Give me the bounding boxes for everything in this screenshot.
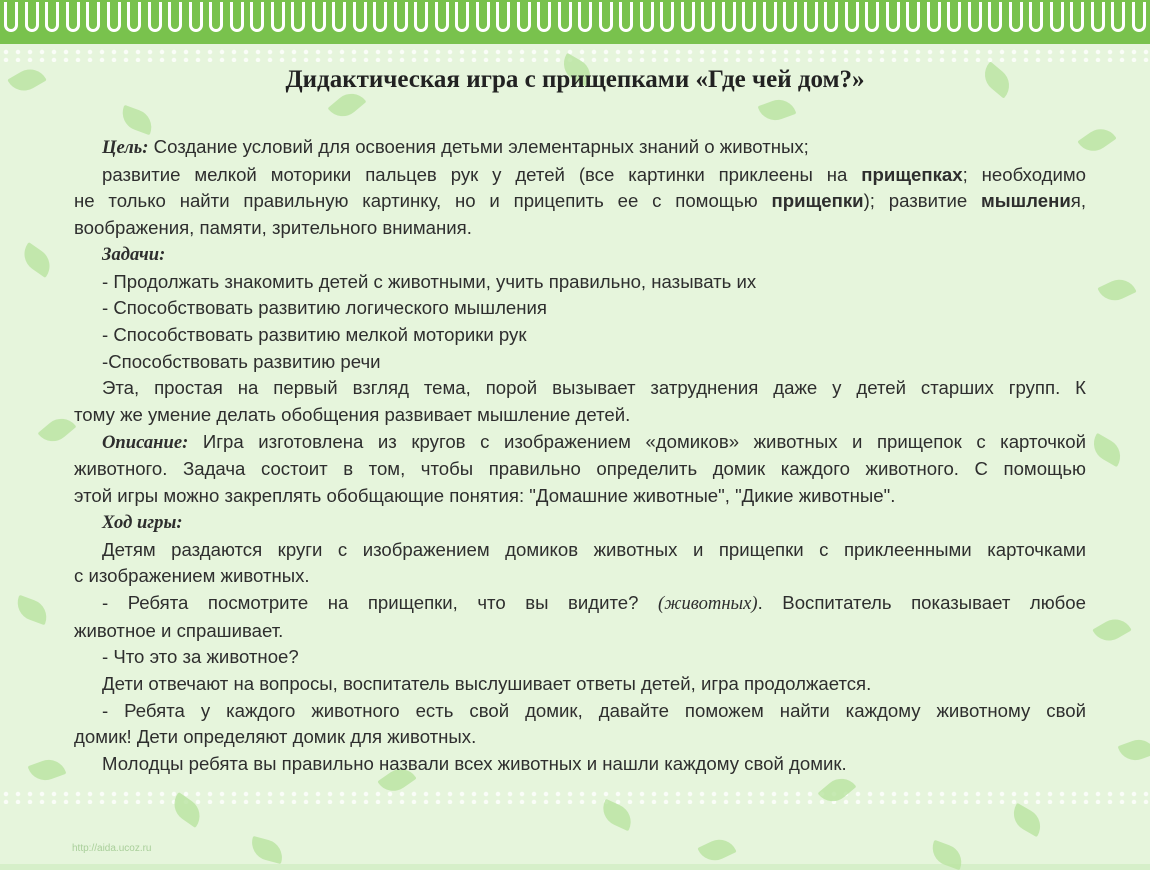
task-item: - Продолжать знакомить детей с животными, учить правильно, называть их xyxy=(102,270,757,292)
game-p1-line-1: Детям раздаются круги с изображением домиков животных и прищепки с приклеенными карточками xyxy=(102,538,1086,560)
tasks-note-line-2: тому же умение делать обобщения развивает мышление детей. xyxy=(74,404,631,426)
slide-body xyxy=(74,134,1086,778)
tasks-note-line-1: Эта, простая на первый взгляд тема, порой вызывает затруднения даже у детей старших групп. К xyxy=(102,377,1086,399)
goal-line-2: развитие мелкой моторики пальцев рук у детей (все картинки приклеены на прищепках; необходимо xyxy=(102,163,1086,185)
game-p3: - Что это за животное? xyxy=(102,646,299,668)
slide-title: Дидактическая игра с прищепками «Где чей дом?» xyxy=(285,66,865,93)
game-p5-line-1: - Ребята у каждого животного есть свой домик, давайте поможем найти каждому животному свой xyxy=(102,699,1086,721)
tasks-label: Задачи: xyxy=(102,243,166,265)
description-line-2: животного. Задача состоит в том, чтобы правильно определить домик каждого животного. С помощью xyxy=(74,458,1086,480)
game-label: Ход игры: xyxy=(102,511,183,533)
task-item: - Способствовать развитию логического мышления xyxy=(102,297,547,319)
game-p6: Молодцы ребята вы правильно назвали всех животных и нашли каждому свой домик. xyxy=(102,753,847,775)
description-label: Описание: xyxy=(102,431,189,453)
game-p4: Дети отвечают на вопросы, воспитатель выслушивает ответы детей, игра продолжается. xyxy=(102,673,872,695)
goal-line-3: не только найти правильную картинку, но и прицепить ее с помощью прищепки); развитие мышления, xyxy=(74,190,1086,212)
task-item: - Способствовать развитию мелкой моторики рук xyxy=(102,323,527,345)
description-line-1: Описание: Игра изготовлена из кругов с изображением «домиков» животных и прищепок с карточкой xyxy=(102,430,1086,453)
goal-line-1: Цель: Создание условий для освоения детьми элементарных знаний о животных; xyxy=(102,136,809,158)
watermark: http://aida.ucoz.ru xyxy=(72,843,152,854)
goal-label: Цель: xyxy=(102,137,149,158)
game-p5-line-2: домик! Дети определяют домик для животных. xyxy=(74,726,477,748)
game-p1-line-2: с изображением животных. xyxy=(74,565,310,587)
game-p2-line-2: животное и спрашивает. xyxy=(74,619,284,641)
task-item: -Способствовать развитию речи xyxy=(102,350,381,372)
description-line-3: этой игры можно закреплять обобщающие понятия: "Домашние животные", "Дикие животные". xyxy=(74,485,896,507)
game-p2-line-1: - Ребята посмотрите на прищепки, что вы видите? (животных). Воспитатель показывает любое xyxy=(102,591,1086,614)
goal-line-4: воображения, памяти, зрительного внимания. xyxy=(74,217,472,239)
